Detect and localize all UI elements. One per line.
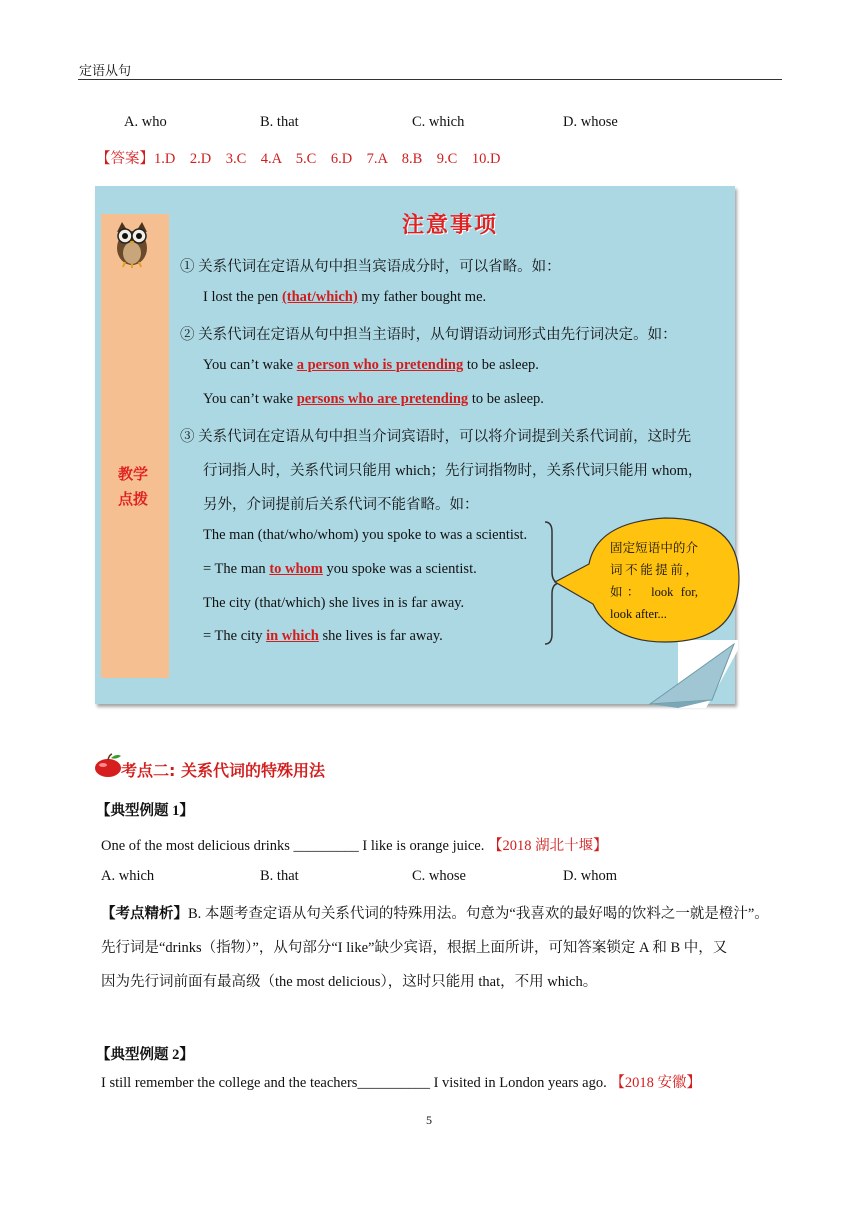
example-text: you spoke was a scientist. <box>322 561 477 577</box>
example-text: = The man <box>203 561 270 577</box>
example-text: she lives is far away. <box>318 628 443 644</box>
example-text: to be asleep. <box>468 391 544 407</box>
question-text: I still remember the college and the teachers__________ I visited in London years ago. <box>101 1075 607 1091</box>
prev-option-a: A. who <box>124 114 167 130</box>
callout-text: 固定短语中的介词不能提前，如： look for, look after... <box>610 541 698 621</box>
note-example-3c: The city (that/which) she lives in is far away. <box>203 595 465 611</box>
example2-label: 【典型例题 2】 <box>96 1047 194 1063</box>
example-text: = The city <box>203 628 267 644</box>
note-point-3-line1: ③ 关系代词在定语从句中担当介词宾语时，可以将介词提到关系代词前，这时先 <box>180 429 692 445</box>
prev-option-b: B. that <box>260 114 299 130</box>
highlight: to whom <box>269 561 323 577</box>
note-point-3-line3: 另外，介词提前后关系代词不能省略。如： <box>203 497 479 513</box>
analysis-line3: 因为先行词前面有最高级（the most delicious），这时只能用 that，不用 which。 <box>101 974 598 990</box>
example-text: You can’t wake <box>203 391 297 407</box>
analysis-label: 【考点精析】 <box>101 906 188 922</box>
question-source: 【2018 湖北十堰】 <box>488 838 608 854</box>
section-title: 考点二: 关系代词的特殊用法 <box>121 761 325 780</box>
analysis-line2: 先行词是“drinks（指物）”，从句部分“I like”缺少宾语，根据上面所讲，可知答案锁定 A 和 B 中，又 <box>101 940 728 956</box>
analysis-text: B. 本题考查定语从句关系代词的特殊用法。句意为“我喜欢的最好喝的饮料之一就是橙汁”。 <box>188 906 769 922</box>
owl-mascot-icon <box>111 218 153 268</box>
answer-key <box>96 147 500 168</box>
note-example-2a <box>203 357 539 374</box>
example-text: I lost the pen <box>203 289 282 305</box>
sidebar-label-line2: 点拨 <box>118 490 149 508</box>
note-title: 注意事项 <box>402 213 499 238</box>
sidebar-label-line1: 教学 <box>118 465 149 483</box>
running-header: 定语从句 <box>79 63 132 78</box>
sidebar-label <box>118 462 148 512</box>
note-point-3-line2: 行词指人时，关系代词只能用 which；先行词指物时，关系代词只能用 whom， <box>203 463 703 479</box>
example-text: to be asleep. <box>463 357 539 373</box>
note-point-2: ② 关系代词在定语从句中担当主语时，从句谓语动词形式由先行词决定。如： <box>180 327 677 343</box>
page-curl-decoration <box>648 640 738 708</box>
page-number: 5 <box>426 1113 432 1127</box>
example1-option-a: A. which <box>101 868 155 884</box>
apple-icon <box>93 752 123 778</box>
answer-text: 1.D 2.D 3.C 4.A 5.C 6.D 7.A 8.B 9.C 10.D <box>154 151 501 167</box>
highlight: a person who is pretending <box>296 357 464 373</box>
example1-option-c: C. whose <box>412 868 466 884</box>
example1-question <box>101 834 608 855</box>
note-example-3b <box>203 561 477 578</box>
note-point-1: ① 关系代词在定语从句中担当宾语成分时，可以省略。如： <box>180 259 561 275</box>
question-source: 【2018 安徽】 <box>610 1075 701 1091</box>
question-text: One of the most delicious drinks _________ I like is orange juice. <box>101 838 485 854</box>
note-example-2b <box>203 391 544 408</box>
prev-option-c: C. which <box>412 114 465 130</box>
analysis-line1 <box>101 902 769 923</box>
example2-question <box>101 1071 701 1092</box>
example1-label: 【典型例题 1】 <box>96 803 194 819</box>
prev-option-d: D. whose <box>563 114 618 130</box>
example1-option-d: D. whom <box>563 868 617 884</box>
example-text: my father bought me. <box>357 289 487 305</box>
example1-option-b: B. that <box>260 868 299 884</box>
note-example-3d <box>203 628 443 645</box>
example-text: You can’t wake <box>203 357 297 373</box>
highlight: in which <box>266 628 319 644</box>
highlight: (that/which) <box>281 289 358 305</box>
note-example-1 <box>203 289 486 306</box>
highlight: persons who are pretending <box>296 391 469 407</box>
note-example-3a: The man (that/who/whom) you spoke to was a scientist. <box>203 527 528 543</box>
header-rule <box>78 79 782 80</box>
note-sidebar <box>101 214 169 678</box>
answer-label: 【答案】 <box>96 151 154 167</box>
